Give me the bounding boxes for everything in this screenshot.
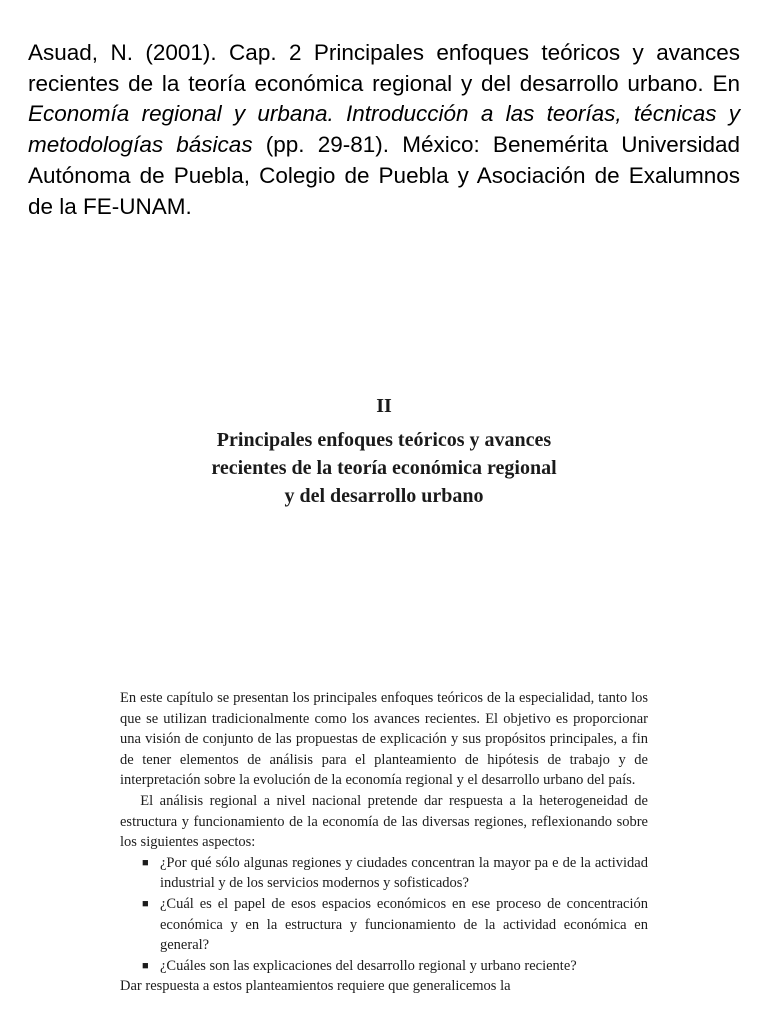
list-item [120, 956, 648, 977]
chapter-title-line: Principales enfoques teóricos y avances [216, 429, 552, 451]
list-item [120, 853, 648, 894]
chapter-body [120, 688, 648, 997]
citation-publication-info: (pp. 29-81). México: Benemérita Universidad Autónoma de Puebla, Colegio de Puebla y Asociación de Exalumnos de la FE-UNAM. [28, 132, 740, 219]
list-item [120, 894, 648, 956]
chapter-title-line: y del desarrollo urbano [284, 485, 484, 507]
bullet-icon: ■ [142, 959, 149, 972]
question-list [120, 853, 648, 977]
citation-reference [28, 38, 740, 222]
chapter-number: II [376, 395, 392, 417]
bullet-icon: ■ [142, 856, 149, 869]
body-paragraph: El análisis regional a nivel nacional pretende dar respuesta a la heterogeneidad de estructura y funcionamiento de la economía de las diversas regiones, reflexionando sobre los siguientes aspectos: [120, 792, 648, 851]
bullet-icon: ■ [142, 897, 149, 910]
list-item-text: ¿Cuáles son las explicaciones del desarrollo regional y urbano reciente? [160, 957, 577, 974]
chapter-title [104, 426, 664, 510]
chapter-title-line: recientes de la teoría económica regional [211, 457, 557, 479]
body-paragraph: En este capítulo se presentan los principales enfoques teóricos de la especialidad, tanto los que se utilizan tradicionalmente como los avances recientes. El objetivo es proporcionar una visión de conjunto de las propuestas de explicación y sus propósitos principales, a fin de tener elementos de análisis para el planteamiento de hipótesis de trabajo y de interpretación sobre la evolución de la economía regional y el desarrollo urbano del país. [120, 690, 648, 789]
citation-text: Asuad, N. (2001). Cap. 2 Principales enfoques teóricos y avances recientes de la teoría económica regional y del desarrollo urbano. En [28, 40, 740, 96]
citation-book-title: Economía regional y urbana. Introducción a las teorías, técnicas y metodologías básicas [28, 101, 740, 158]
chapter-heading [0, 392, 768, 510]
list-item-text: ¿Cuál es el papel de esos espacios económicos en ese proceso de concentración económica y en la estructura y funcionamiento de la actividad económica en general? [160, 895, 648, 954]
body-paragraph: Dar respuesta a estos planteamientos requiere que generalicemos la [120, 978, 511, 995]
list-item-text: ¿Por qué sólo algunas regiones y ciudades concentran la mayor pa e de la actividad industrial y de los servicios modernos y sofisticados? [160, 854, 648, 892]
